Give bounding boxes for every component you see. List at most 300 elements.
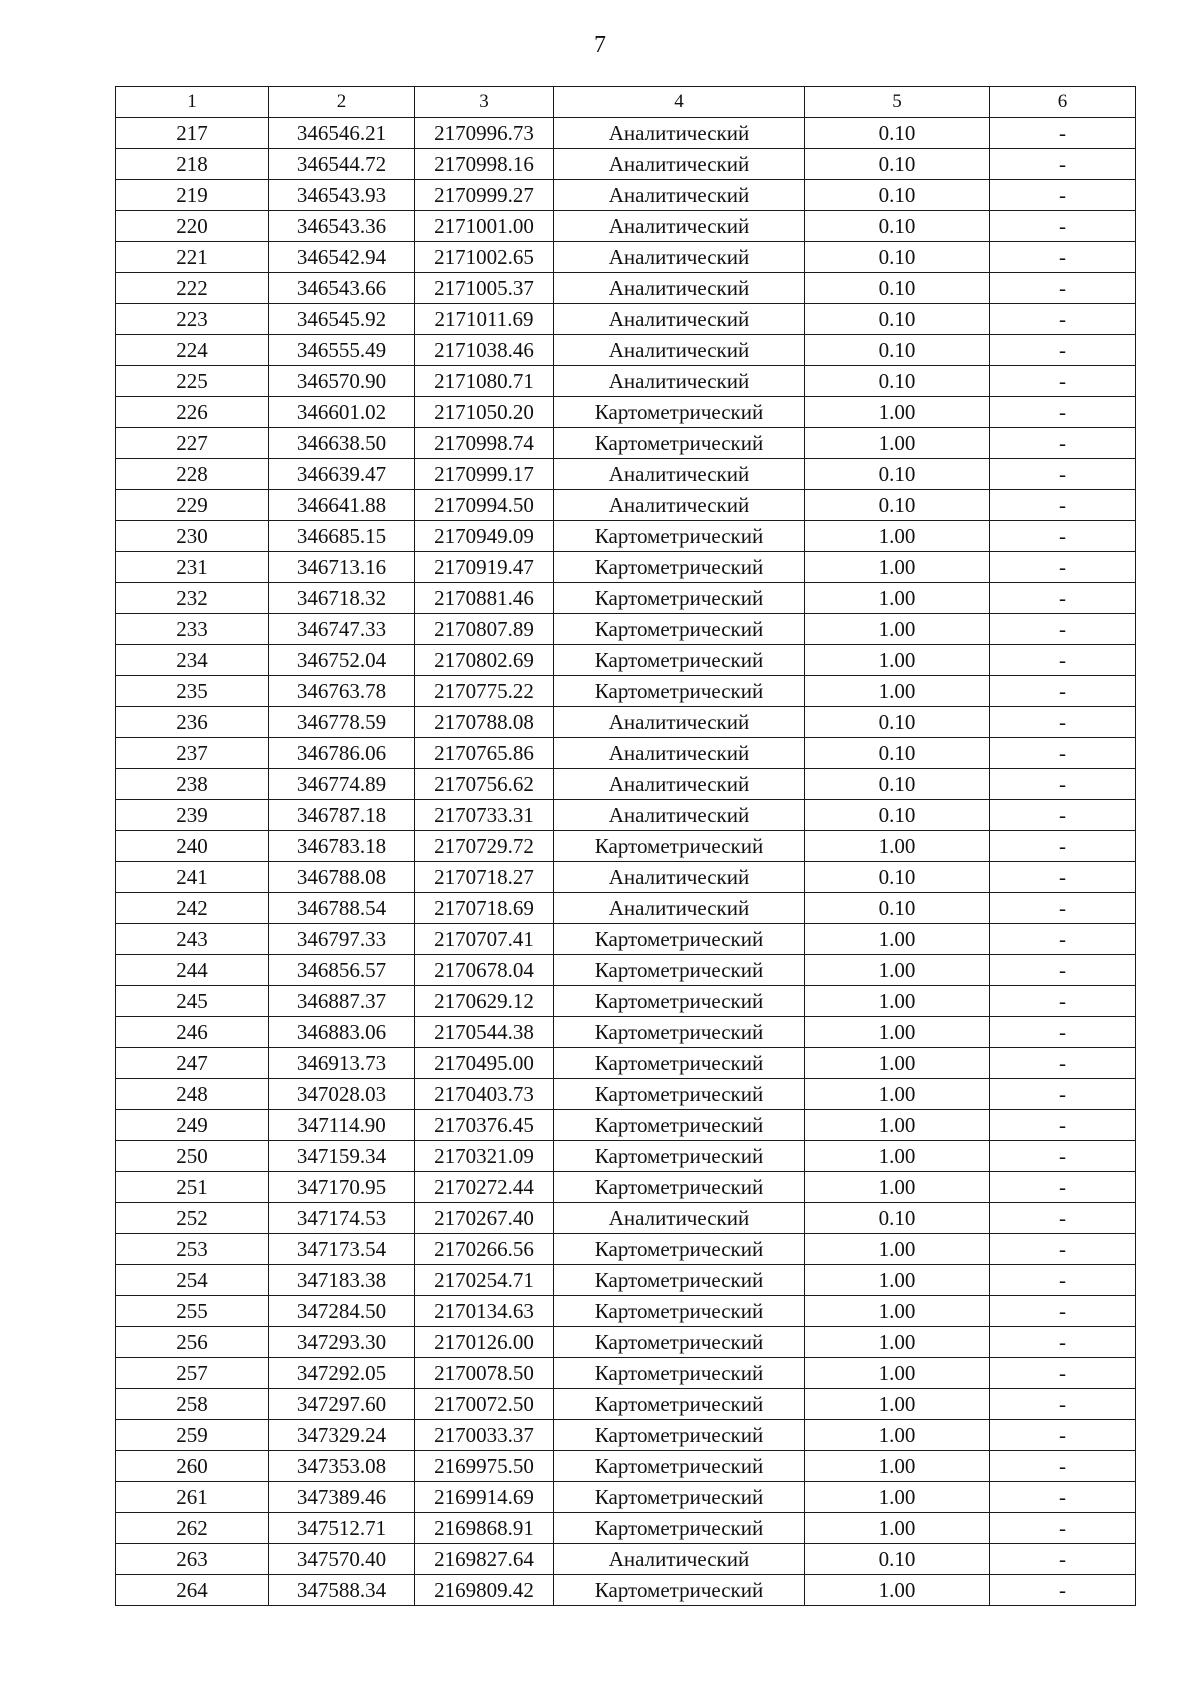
cell-accuracy: 0.10 [805, 118, 990, 149]
table-row [116, 955, 1136, 986]
cell-point-number: 217 [116, 118, 269, 149]
cell-method: Аналитический [554, 707, 805, 738]
cell-point-number: 240 [116, 831, 269, 862]
cell-y-coordinate: 2171002.65 [415, 242, 554, 273]
cell-y-coordinate: 2170072.50 [415, 1389, 554, 1420]
cell-method: Аналитический [554, 1544, 805, 1575]
cell-note: - [990, 583, 1136, 614]
table-row [116, 118, 1136, 149]
cell-point-number: 228 [116, 459, 269, 490]
cell-note: - [990, 1048, 1136, 1079]
cell-y-coordinate: 2170788.08 [415, 707, 554, 738]
cell-x-coordinate: 346786.06 [269, 738, 415, 769]
cell-y-coordinate: 2170775.22 [415, 676, 554, 707]
table-row [116, 986, 1136, 1017]
cell-accuracy: 1.00 [805, 1482, 990, 1513]
table-row [116, 1141, 1136, 1172]
table-row [116, 862, 1136, 893]
cell-method: Аналитический [554, 459, 805, 490]
header-cell-3: 3 [415, 87, 554, 118]
cell-accuracy: 0.10 [805, 1544, 990, 1575]
cell-x-coordinate: 347329.24 [269, 1420, 415, 1451]
cell-point-number: 229 [116, 490, 269, 521]
cell-point-number: 237 [116, 738, 269, 769]
cell-accuracy: 1.00 [805, 1110, 990, 1141]
cell-accuracy: 1.00 [805, 521, 990, 552]
cell-point-number: 233 [116, 614, 269, 645]
cell-note: - [990, 800, 1136, 831]
table-row [116, 893, 1136, 924]
cell-accuracy: 1.00 [805, 924, 990, 955]
table-row [116, 738, 1136, 769]
cell-point-number: 263 [116, 1544, 269, 1575]
cell-point-number: 247 [116, 1048, 269, 1079]
cell-note: - [990, 1296, 1136, 1327]
cell-note: - [990, 676, 1136, 707]
cell-accuracy: 1.00 [805, 1048, 990, 1079]
cell-x-coordinate: 347292.05 [269, 1358, 415, 1389]
page-number: 7 [594, 32, 606, 58]
cell-method: Картометрический [554, 1482, 805, 1513]
cell-y-coordinate: 2170078.50 [415, 1358, 554, 1389]
cell-point-number: 261 [116, 1482, 269, 1513]
table-row [116, 490, 1136, 521]
cell-y-coordinate: 2170999.17 [415, 459, 554, 490]
cell-note: - [990, 1141, 1136, 1172]
cell-method: Картометрический [554, 1079, 805, 1110]
cell-y-coordinate: 2170272.44 [415, 1172, 554, 1203]
cell-method: Аналитический [554, 242, 805, 273]
cell-x-coordinate: 346883.06 [269, 1017, 415, 1048]
table-row [116, 1048, 1136, 1079]
cell-x-coordinate: 346747.33 [269, 614, 415, 645]
cell-y-coordinate: 2170126.00 [415, 1327, 554, 1358]
cell-y-coordinate: 2170267.40 [415, 1203, 554, 1234]
cell-accuracy: 0.10 [805, 366, 990, 397]
cell-x-coordinate: 346639.47 [269, 459, 415, 490]
table-row [116, 428, 1136, 459]
cell-x-coordinate: 346555.49 [269, 335, 415, 366]
cell-y-coordinate: 2170718.27 [415, 862, 554, 893]
cell-method: Картометрический [554, 1234, 805, 1265]
cell-note: - [990, 707, 1136, 738]
cell-method: Картометрический [554, 1327, 805, 1358]
table-header [116, 87, 1136, 118]
cell-accuracy: 0.10 [805, 242, 990, 273]
table-row [116, 800, 1136, 831]
table-row [116, 180, 1136, 211]
cell-accuracy: 1.00 [805, 1575, 990, 1606]
cell-method: Картометрический [554, 1017, 805, 1048]
cell-accuracy: 0.10 [805, 304, 990, 335]
cell-point-number: 244 [116, 955, 269, 986]
cell-x-coordinate: 347512.71 [269, 1513, 415, 1544]
cell-y-coordinate: 2169827.64 [415, 1544, 554, 1575]
cell-accuracy: 0.10 [805, 1203, 990, 1234]
cell-method: Аналитический [554, 180, 805, 211]
cell-x-coordinate: 347159.34 [269, 1141, 415, 1172]
cell-note: - [990, 1172, 1136, 1203]
cell-method: Картометрический [554, 1451, 805, 1482]
cell-point-number: 225 [116, 366, 269, 397]
cell-method: Аналитический [554, 893, 805, 924]
cell-method: Картометрический [554, 955, 805, 986]
cell-y-coordinate: 2170756.62 [415, 769, 554, 800]
cell-method: Картометрический [554, 924, 805, 955]
cell-note: - [990, 521, 1136, 552]
cell-accuracy: 1.00 [805, 1172, 990, 1203]
cell-x-coordinate: 346913.73 [269, 1048, 415, 1079]
cell-x-coordinate: 346856.57 [269, 955, 415, 986]
cell-x-coordinate: 346778.59 [269, 707, 415, 738]
cell-accuracy: 0.10 [805, 893, 990, 924]
cell-note: - [990, 180, 1136, 211]
cell-accuracy: 0.10 [805, 335, 990, 366]
cell-point-number: 239 [116, 800, 269, 831]
cell-x-coordinate: 346797.33 [269, 924, 415, 955]
cell-x-coordinate: 346542.94 [269, 242, 415, 273]
cell-accuracy: 0.10 [805, 707, 990, 738]
cell-point-number: 226 [116, 397, 269, 428]
cell-y-coordinate: 2169975.50 [415, 1451, 554, 1482]
cell-accuracy: 0.10 [805, 459, 990, 490]
cell-note: - [990, 1110, 1136, 1141]
cell-x-coordinate: 347588.34 [269, 1575, 415, 1606]
table-row [116, 397, 1136, 428]
cell-accuracy: 1.00 [805, 552, 990, 583]
cell-y-coordinate: 2170733.31 [415, 800, 554, 831]
cell-x-coordinate: 346788.54 [269, 893, 415, 924]
cell-y-coordinate: 2170881.46 [415, 583, 554, 614]
cell-x-coordinate: 346783.18 [269, 831, 415, 862]
cell-note: - [990, 118, 1136, 149]
cell-method: Картометрический [554, 1358, 805, 1389]
table-row [116, 1265, 1136, 1296]
header-cell-1: 1 [116, 87, 269, 118]
cell-method: Картометрический [554, 428, 805, 459]
table-row [116, 1544, 1136, 1575]
table-row [116, 1575, 1136, 1606]
cell-point-number: 260 [116, 1451, 269, 1482]
cell-accuracy: 1.00 [805, 1358, 990, 1389]
cell-note: - [990, 1265, 1136, 1296]
cell-x-coordinate: 347174.53 [269, 1203, 415, 1234]
cell-x-coordinate: 346638.50 [269, 428, 415, 459]
cell-x-coordinate: 346788.08 [269, 862, 415, 893]
cell-point-number: 219 [116, 180, 269, 211]
cell-x-coordinate: 346544.72 [269, 149, 415, 180]
cell-method: Аналитический [554, 211, 805, 242]
cell-x-coordinate: 346887.37 [269, 986, 415, 1017]
cell-x-coordinate: 346685.15 [269, 521, 415, 552]
cell-note: - [990, 273, 1136, 304]
cell-y-coordinate: 2170996.73 [415, 118, 554, 149]
cell-point-number: 250 [116, 1141, 269, 1172]
cell-y-coordinate: 2170376.45 [415, 1110, 554, 1141]
cell-y-coordinate: 2171050.20 [415, 397, 554, 428]
cell-method: Картометрический [554, 1296, 805, 1327]
cell-accuracy: 1.00 [805, 676, 990, 707]
cell-point-number: 241 [116, 862, 269, 893]
cell-accuracy: 0.10 [805, 738, 990, 769]
cell-method: Аналитический [554, 273, 805, 304]
cell-accuracy: 0.10 [805, 800, 990, 831]
table-row [116, 552, 1136, 583]
cell-note: - [990, 893, 1136, 924]
table-row [116, 924, 1136, 955]
cell-point-number: 235 [116, 676, 269, 707]
table-row [116, 521, 1136, 552]
cell-point-number: 257 [116, 1358, 269, 1389]
header-cell-4: 4 [554, 87, 805, 118]
cell-note: - [990, 428, 1136, 459]
cell-x-coordinate: 346543.36 [269, 211, 415, 242]
table-row [116, 1482, 1136, 1513]
cell-x-coordinate: 346570.90 [269, 366, 415, 397]
cell-note: - [990, 397, 1136, 428]
cell-method: Аналитический [554, 800, 805, 831]
table-row [116, 1172, 1136, 1203]
cell-y-coordinate: 2170321.09 [415, 1141, 554, 1172]
cell-point-number: 221 [116, 242, 269, 273]
cell-x-coordinate: 346543.93 [269, 180, 415, 211]
cell-note: - [990, 490, 1136, 521]
cell-point-number: 230 [116, 521, 269, 552]
cell-point-number: 248 [116, 1079, 269, 1110]
cell-note: - [990, 459, 1136, 490]
table-row [116, 459, 1136, 490]
table-row [116, 242, 1136, 273]
cell-point-number: 223 [116, 304, 269, 335]
cell-note: - [990, 304, 1136, 335]
cell-note: - [990, 1079, 1136, 1110]
cell-x-coordinate: 346543.66 [269, 273, 415, 304]
cell-accuracy: 0.10 [805, 490, 990, 521]
cell-note: - [990, 614, 1136, 645]
cell-note: - [990, 1420, 1136, 1451]
cell-x-coordinate: 346787.18 [269, 800, 415, 831]
cell-accuracy: 1.00 [805, 1017, 990, 1048]
table-row [116, 583, 1136, 614]
cell-accuracy: 1.00 [805, 1451, 990, 1482]
table-row [116, 1358, 1136, 1389]
cell-accuracy: 0.10 [805, 211, 990, 242]
header-cell-2: 2 [269, 87, 415, 118]
table-row [116, 273, 1136, 304]
cell-method: Аналитический [554, 304, 805, 335]
cell-accuracy: 1.00 [805, 1079, 990, 1110]
table-row [116, 1017, 1136, 1048]
cell-point-number: 253 [116, 1234, 269, 1265]
cell-accuracy: 1.00 [805, 1234, 990, 1265]
cell-point-number: 246 [116, 1017, 269, 1048]
cell-y-coordinate: 2170629.12 [415, 986, 554, 1017]
cell-method: Картометрический [554, 831, 805, 862]
cell-point-number: 262 [116, 1513, 269, 1544]
cell-y-coordinate: 2170994.50 [415, 490, 554, 521]
cell-note: - [990, 366, 1136, 397]
cell-note: - [990, 242, 1136, 273]
cell-note: - [990, 1544, 1136, 1575]
table-row [116, 366, 1136, 397]
cell-method: Аналитический [554, 118, 805, 149]
cell-note: - [990, 924, 1136, 955]
table-row [116, 1203, 1136, 1234]
cell-point-number: 251 [116, 1172, 269, 1203]
cell-y-coordinate: 2170802.69 [415, 645, 554, 676]
cell-point-number: 256 [116, 1327, 269, 1358]
table-row [116, 1296, 1136, 1327]
table-row [116, 1234, 1136, 1265]
cell-accuracy: 1.00 [805, 1513, 990, 1544]
table-row [116, 211, 1136, 242]
cell-point-number: 236 [116, 707, 269, 738]
cell-method: Аналитический [554, 366, 805, 397]
cell-x-coordinate: 347028.03 [269, 1079, 415, 1110]
cell-method: Картометрический [554, 1420, 805, 1451]
cell-note: - [990, 1017, 1136, 1048]
cell-point-number: 245 [116, 986, 269, 1017]
cell-note: - [990, 1389, 1136, 1420]
cell-method: Картометрический [554, 1575, 805, 1606]
cell-note: - [990, 769, 1136, 800]
cell-accuracy: 0.10 [805, 769, 990, 800]
table-row [116, 614, 1136, 645]
cell-x-coordinate: 347293.30 [269, 1327, 415, 1358]
cell-accuracy: 1.00 [805, 831, 990, 862]
cell-x-coordinate: 346641.88 [269, 490, 415, 521]
cell-method: Картометрический [554, 645, 805, 676]
cell-y-coordinate: 2171005.37 [415, 273, 554, 304]
cell-note: - [990, 335, 1136, 366]
cell-y-coordinate: 2171080.71 [415, 366, 554, 397]
table-row [116, 645, 1136, 676]
cell-accuracy: 0.10 [805, 149, 990, 180]
coordinates-table [115, 86, 1136, 1606]
cell-point-number: 234 [116, 645, 269, 676]
cell-method: Картометрический [554, 614, 805, 645]
cell-note: - [990, 645, 1136, 676]
cell-note: - [990, 862, 1136, 893]
cell-y-coordinate: 2170033.37 [415, 1420, 554, 1451]
cell-method: Аналитический [554, 738, 805, 769]
cell-x-coordinate: 347170.95 [269, 1172, 415, 1203]
cell-y-coordinate: 2170729.72 [415, 831, 554, 862]
cell-y-coordinate: 2170134.63 [415, 1296, 554, 1327]
cell-method: Картометрический [554, 397, 805, 428]
cell-accuracy: 0.10 [805, 180, 990, 211]
table-row [116, 1513, 1136, 1544]
cell-y-coordinate: 2170999.27 [415, 180, 554, 211]
cell-point-number: 220 [116, 211, 269, 242]
cell-x-coordinate: 347389.46 [269, 1482, 415, 1513]
cell-y-coordinate: 2170807.89 [415, 614, 554, 645]
cell-y-coordinate: 2169868.91 [415, 1513, 554, 1544]
cell-x-coordinate: 347570.40 [269, 1544, 415, 1575]
cell-method: Картометрический [554, 1172, 805, 1203]
cell-y-coordinate: 2170678.04 [415, 955, 554, 986]
cell-method: Аналитический [554, 862, 805, 893]
cell-y-coordinate: 2170949.09 [415, 521, 554, 552]
cell-accuracy: 1.00 [805, 614, 990, 645]
cell-y-coordinate: 2171011.69 [415, 304, 554, 335]
cell-accuracy: 0.10 [805, 273, 990, 304]
cell-accuracy: 1.00 [805, 1389, 990, 1420]
header-row [116, 87, 1136, 118]
cell-accuracy: 1.00 [805, 1420, 990, 1451]
cell-y-coordinate: 2170998.74 [415, 428, 554, 459]
cell-accuracy: 1.00 [805, 1265, 990, 1296]
cell-method: Картометрический [554, 1389, 805, 1420]
cell-note: - [990, 1203, 1136, 1234]
cell-method: Картометрический [554, 986, 805, 1017]
table-row [116, 149, 1136, 180]
table-row [116, 1451, 1136, 1482]
cell-point-number: 243 [116, 924, 269, 955]
cell-y-coordinate: 2169914.69 [415, 1482, 554, 1513]
cell-point-number: 252 [116, 1203, 269, 1234]
cell-method: Картометрический [554, 1141, 805, 1172]
cell-method: Аналитический [554, 490, 805, 521]
cell-point-number: 232 [116, 583, 269, 614]
header-cell-6: 6 [990, 87, 1136, 118]
cell-method: Картометрический [554, 1048, 805, 1079]
cell-accuracy: 1.00 [805, 428, 990, 459]
cell-point-number: 218 [116, 149, 269, 180]
cell-note: - [990, 1327, 1136, 1358]
cell-method: Аналитический [554, 335, 805, 366]
table-row [116, 335, 1136, 366]
cell-point-number: 227 [116, 428, 269, 459]
cell-y-coordinate: 2169809.42 [415, 1575, 554, 1606]
cell-point-number: 258 [116, 1389, 269, 1420]
table-row [116, 769, 1136, 800]
cell-point-number: 249 [116, 1110, 269, 1141]
header-cell-5: 5 [805, 87, 990, 118]
cell-x-coordinate: 346774.89 [269, 769, 415, 800]
cell-point-number: 231 [116, 552, 269, 583]
cell-point-number: 264 [116, 1575, 269, 1606]
cell-x-coordinate: 347173.54 [269, 1234, 415, 1265]
cell-accuracy: 1.00 [805, 645, 990, 676]
cell-note: - [990, 1482, 1136, 1513]
cell-point-number: 242 [116, 893, 269, 924]
cell-x-coordinate: 346713.16 [269, 552, 415, 583]
cell-note: - [990, 955, 1136, 986]
cell-y-coordinate: 2170266.56 [415, 1234, 554, 1265]
cell-x-coordinate: 347284.50 [269, 1296, 415, 1327]
cell-accuracy: 1.00 [805, 1141, 990, 1172]
table-body [116, 118, 1136, 1606]
cell-point-number: 254 [116, 1265, 269, 1296]
cell-y-coordinate: 2170544.38 [415, 1017, 554, 1048]
cell-method: Картометрический [554, 676, 805, 707]
cell-x-coordinate: 347297.60 [269, 1389, 415, 1420]
cell-y-coordinate: 2170765.86 [415, 738, 554, 769]
cell-accuracy: 1.00 [805, 986, 990, 1017]
cell-y-coordinate: 2170998.16 [415, 149, 554, 180]
cell-accuracy: 0.10 [805, 862, 990, 893]
cell-note: - [990, 1451, 1136, 1482]
cell-note: - [990, 552, 1136, 583]
cell-x-coordinate: 347183.38 [269, 1265, 415, 1296]
cell-y-coordinate: 2170254.71 [415, 1265, 554, 1296]
cell-point-number: 222 [116, 273, 269, 304]
cell-y-coordinate: 2171038.46 [415, 335, 554, 366]
cell-note: - [990, 149, 1136, 180]
cell-x-coordinate: 346545.92 [269, 304, 415, 335]
cell-method: Аналитический [554, 149, 805, 180]
